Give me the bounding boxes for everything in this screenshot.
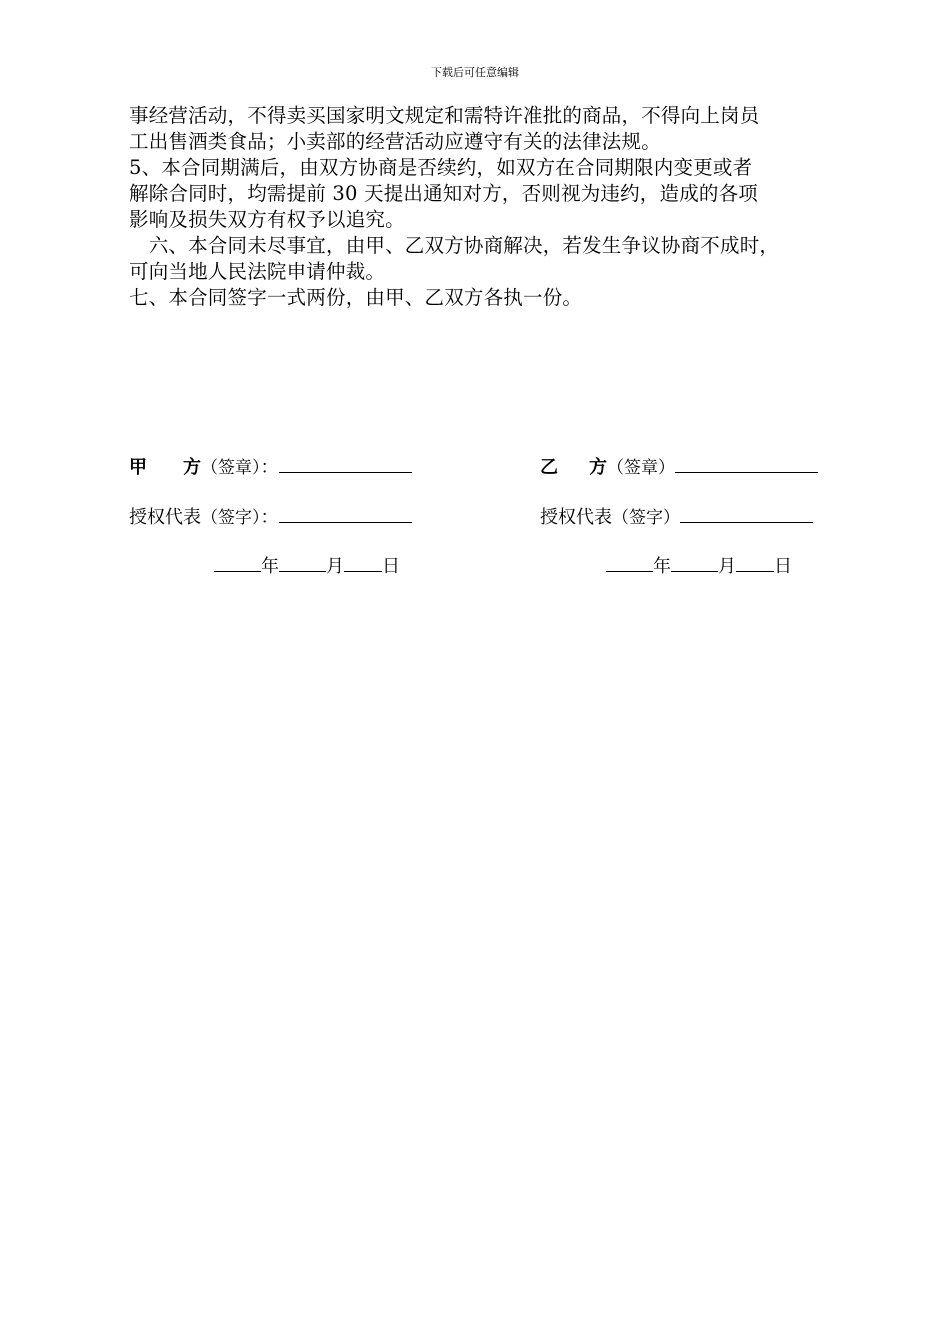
body-line: 可向当地人民法院申请仲裁。 — [129, 260, 386, 283]
body-line: 影响及损失双方有权予以追究。 — [129, 208, 405, 231]
month-blank[interactable] — [671, 553, 718, 572]
party-a-seal-note: （签章） — [201, 458, 261, 478]
page-header: 下载后可任意编辑 — [431, 66, 519, 79]
day-blank[interactable] — [736, 553, 774, 572]
year-label: 年 — [653, 556, 671, 577]
year-blank[interactable] — [214, 553, 261, 572]
rep-a-sign-note: （签字） — [201, 508, 261, 528]
body-line: 六、本合同未尽事宜，由甲、乙双方协商解决，若发生争议协商不成时， — [129, 234, 780, 257]
party-a-label-1: 甲 — [129, 457, 147, 478]
rep-b-sign-line[interactable] — [680, 504, 813, 523]
body-line: 事经营活动，不得卖买国家明文规定和需特许准批的商品，不得向上岗员 — [129, 104, 760, 127]
party-a-colon: ： — [260, 457, 279, 478]
date-a — [214, 553, 400, 579]
day-blank[interactable] — [344, 553, 382, 572]
date-b — [606, 553, 792, 579]
body-line: 工出售酒类食品；小卖部的经营活动应遵守有关的法律法规。 — [129, 130, 661, 153]
rep-a-sign-line[interactable] — [279, 504, 412, 523]
party-b-seal-note: （签章） — [607, 458, 675, 478]
body-line: 解除合同时，均需提前 30 天提出通知对方，否则视为违约，造成的各项 — [129, 182, 759, 205]
party-a-signature — [129, 454, 412, 480]
day-label: 日 — [774, 556, 792, 577]
party-a-label-2: 方 — [183, 457, 201, 478]
rep-b-signature — [540, 504, 813, 530]
party-a-sign-line[interactable] — [279, 454, 412, 473]
rep-b-label: 授权代表 — [540, 507, 612, 528]
party-b-label-2: 方 — [589, 457, 607, 478]
month-blank[interactable] — [279, 553, 326, 572]
month-label: 月 — [326, 556, 344, 577]
body-line: 5、本合同期满后，由双方协商是否续约，如双方在合同期限内变更或者 — [129, 156, 753, 179]
party-b-label-1: 乙 — [540, 457, 558, 478]
rep-a-signature — [129, 504, 412, 530]
party-b-signature — [540, 454, 818, 480]
year-label: 年 — [261, 556, 279, 577]
body-line: 七、本合同签字一式两份，由甲、乙双方各执一份。 — [129, 286, 583, 309]
month-label: 月 — [718, 556, 736, 577]
contract-body — [129, 103, 864, 311]
day-label: 日 — [382, 556, 400, 577]
rep-a-colon: ： — [260, 507, 279, 528]
party-b-sign-line[interactable] — [675, 454, 818, 473]
rep-b-sign-note: （签字） — [612, 508, 680, 528]
rep-a-label: 授权代表 — [129, 507, 201, 528]
year-blank[interactable] — [606, 553, 653, 572]
